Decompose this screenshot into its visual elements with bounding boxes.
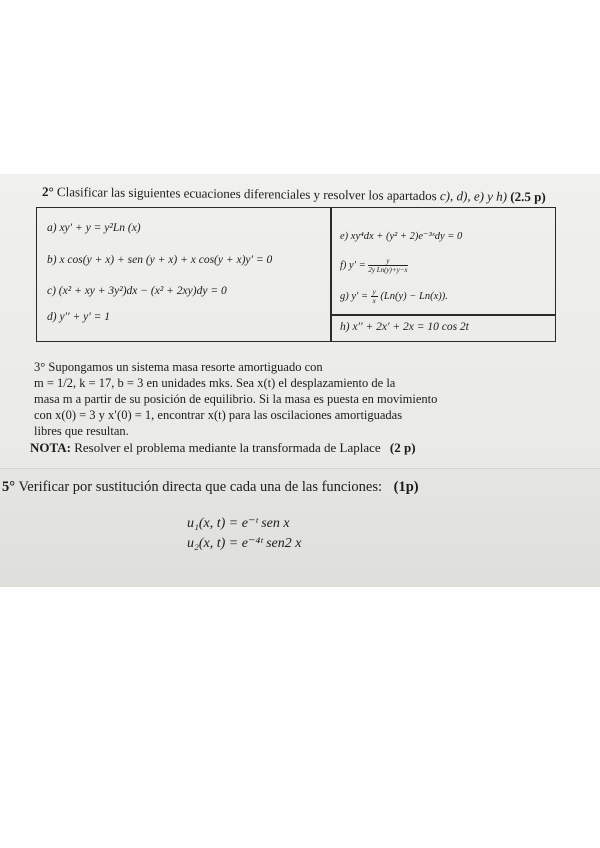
- equation-h: h) x′′ + 2x′ + 2x = 10 cos 2t: [340, 321, 469, 333]
- equation-g-denominator: x: [372, 297, 376, 305]
- question-3-line-3: masa m a partir de su posición de equilibrio. Si la masa es puesta en movimiento: [34, 392, 438, 406]
- table-column-divider: [330, 208, 332, 341]
- equation-f: [340, 257, 408, 274]
- table-row-divider: [332, 314, 555, 316]
- question-3-line-5: libres que resultan.: [34, 424, 129, 438]
- function-u1: u₁(x, t) = e⁻ᵗ sen x: [187, 516, 290, 531]
- note: [30, 440, 416, 456]
- question-5-strip: [0, 468, 600, 587]
- equation-f-label: f) y′ =: [340, 259, 366, 271]
- question-5-points: (1p): [393, 479, 419, 495]
- question-3: [34, 359, 486, 439]
- equation-e: e) xy⁴dx + (y² + 2)e⁻³ˣdy = 0: [340, 231, 463, 242]
- question-3-line-2: m = 1/2, k = 17, b = 3 en unidades mks. Sea x(t) el desplazamiento de la: [34, 376, 396, 390]
- note-points: (2 p): [389, 440, 416, 455]
- equations-table: [36, 207, 556, 342]
- equation-c: c) (x² + xy + 3y²)dx − (x² + 2xy)dy = 0: [47, 285, 227, 297]
- equation-a: a) xy′ + y = y²Ln (x): [47, 222, 141, 234]
- question-2-parts: c), d), e) y h): [439, 188, 508, 204]
- function-u2: u₂(x, t) = e⁻⁴ᵗ sen2 x: [187, 536, 302, 551]
- exam-photo: [0, 174, 600, 587]
- question-2-text: Clasificar las siguientes ecuaciones diferenciales y resolver los apartados: [56, 184, 437, 204]
- question-5-heading: [2, 479, 419, 496]
- question-3-line-4: con x(0) = 3 y x′(0) = 1, encontrar x(t) para las oscilaciones amortiguadas: [34, 408, 403, 422]
- question-5-text: Verificar por sustitución directa que cada una de las funciones:: [18, 479, 383, 495]
- equation-g: [340, 288, 448, 305]
- equation-f-numerator: y: [368, 257, 407, 266]
- equation-g-numerator: y: [372, 288, 376, 296]
- question-2-points: (2.5 p): [510, 188, 546, 205]
- question-3-line-1: [34, 359, 486, 375]
- note-label: NOTA:: [30, 440, 71, 455]
- question-2-number: 2°: [41, 184, 54, 200]
- equation-g-prefix: g) y′ =: [340, 290, 369, 302]
- equation-g-rest: (Ln(y) − Ln(x)).: [380, 290, 448, 302]
- question-3-line-1-text: Supongamos un sistema masa resorte amortiguado con: [48, 360, 323, 374]
- question-2-heading: [42, 184, 546, 205]
- equation-d: d) y′′ + y′ = 1: [47, 311, 110, 323]
- question-5-number: 5°: [2, 479, 16, 495]
- equation-f-denominator: 2y Ln(y)+y−x: [368, 266, 408, 274]
- note-text: Resolver el problema mediante la transformada de Laplace: [74, 440, 381, 455]
- equation-f-fraction: [368, 257, 407, 274]
- equation-b: b) x cos(y + x) + sen (y + x) + x cos(y + x)y′ = 0: [47, 254, 273, 266]
- exam-paper: [0, 174, 600, 468]
- question-3-number: 3°: [34, 360, 46, 374]
- equation-g-fraction: [371, 288, 378, 305]
